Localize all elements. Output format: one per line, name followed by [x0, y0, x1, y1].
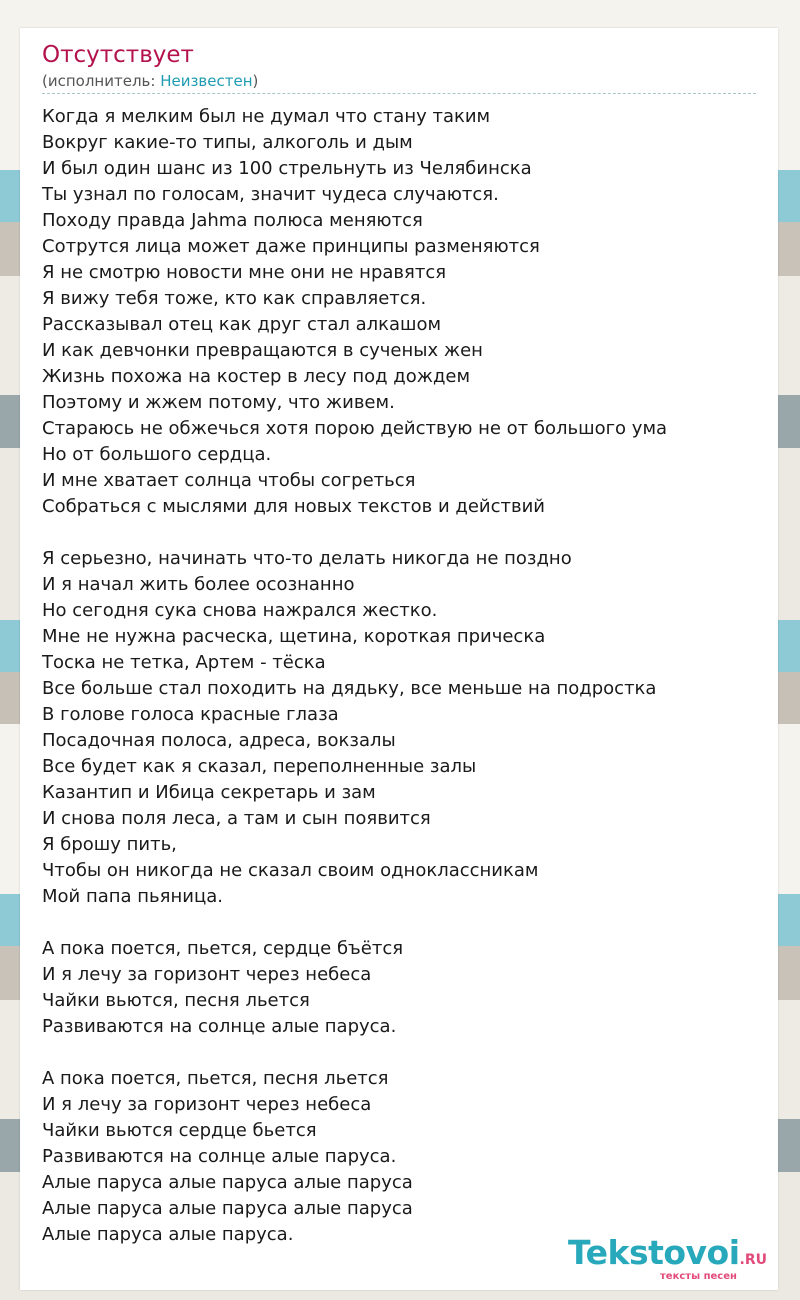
site-logo[interactable]	[568, 1233, 778, 1283]
lyric-line: И мне хватает солнца чтобы согреться	[42, 470, 416, 491]
lyric-line: Жизнь похожа на костер в лесу под дождем	[42, 366, 471, 387]
stanza-gap	[42, 520, 762, 546]
lyric-line: Все будет как я сказал, переполненные залы	[42, 756, 477, 777]
artist-link[interactable]: Неизвестен	[160, 72, 253, 90]
lyric-line: И я начал жить более осознанно	[42, 574, 355, 595]
lyric-line: А пока поется, пьется, песня льется	[42, 1068, 389, 1089]
lyric-line: Тоска не тетка, Артем - тёска	[42, 652, 326, 673]
lyric-line: Я брошу пить,	[42, 834, 177, 855]
logo-name: Tekstovoi	[568, 1233, 740, 1272]
lyric-line: Все больше стал походить на дядьку, все меньше на подростка	[42, 678, 657, 699]
lyric-line: Ты узнал по голосам, значит чудеса случаются.	[42, 184, 499, 205]
lyric-line: Походу правда Jahma полюса меняются	[42, 210, 423, 231]
stanza-gap	[42, 1040, 762, 1066]
lyric-line: Алые паруса алые паруса алые паруса	[42, 1172, 413, 1193]
chorus-1	[42, 936, 762, 1040]
lyric-line: Чтобы он никогда не сказал своим одноклассникам	[42, 860, 539, 881]
artist-suffix: )	[252, 72, 259, 90]
lyric-line: И я лечу за горизонт через небеса	[42, 1094, 372, 1115]
verse-1	[42, 104, 762, 520]
lyrics-card	[20, 28, 778, 1290]
lyric-line: Я не смотрю новости мне они не нравятся	[42, 262, 447, 283]
lyric-line: А пока поется, пьется, сердце бъётся	[42, 938, 404, 959]
lyric-line: Поэтому и жжем потому, что живем.	[42, 392, 395, 413]
title-divider	[42, 93, 756, 94]
logo-tld: .RU	[739, 1252, 768, 1268]
lyric-line: Собраться с мыслями для новых текстов и действий	[42, 496, 545, 517]
stanza-gap	[42, 910, 762, 936]
verse-2	[42, 546, 762, 910]
artist-line	[42, 72, 258, 90]
lyric-line: И был один шанс из 100 стрельнуть из Челябинска	[42, 158, 532, 179]
lyric-line: Сотрутся лица может даже принципы разменяются	[42, 236, 540, 257]
lyric-line: И я лечу за горизонт через небеса	[42, 964, 372, 985]
logo-wordmark	[568, 1233, 767, 1272]
logo-tagline: тексты песен	[660, 1271, 737, 1282]
lyric-line: Стараюсь не обжечься хотя порою действую не от большого ума	[42, 418, 668, 439]
lyric-line: Я серьезно, начинать что-то делать никогда не поздно	[42, 548, 572, 569]
lyric-line: Развиваются на солнце алые паруса.	[42, 1146, 397, 1167]
lyric-line: Казантип и Ибица секретарь и зам	[42, 782, 376, 803]
lyric-line: Мне не нужна расческа, щетина, короткая прическа	[42, 626, 546, 647]
lyric-line: Вокруг какие-то типы, алкоголь и дым	[42, 132, 413, 153]
lyric-line: Но от большого сердца.	[42, 444, 272, 465]
lyric-line: Когда я мелким был не думал что стану таким	[42, 106, 491, 127]
lyric-line: И как девчонки превращаются в сученых жен	[42, 340, 483, 361]
lyric-line: Алые паруса алые паруса.	[42, 1224, 294, 1245]
lyric-line: Алые паруса алые паруса алые паруса	[42, 1198, 413, 1219]
lyric-line: Чайки вьются, песня льется	[42, 990, 310, 1011]
lyric-line: В голове голоса красные глаза	[42, 704, 339, 725]
lyric-line: Рассказывал отец как друг стал алкашом	[42, 314, 442, 335]
chorus-2	[42, 1066, 762, 1248]
lyric-line: И снова поля леса, а там и сын появится	[42, 808, 431, 829]
lyric-line: Развиваются на солнце алые паруса.	[42, 1016, 397, 1037]
song-title: Отсутствует	[42, 42, 194, 68]
lyric-line: Но сегодня сука снова нажрался жестко.	[42, 600, 438, 621]
lyric-line: Я вижу тебя тоже, кто как справляется.	[42, 288, 427, 309]
lyric-line: Чайки вьются сердце бьется	[42, 1120, 317, 1141]
lyrics-text	[42, 104, 762, 1248]
lyric-line: Мой папа пьяница.	[42, 886, 223, 907]
artist-prefix: (исполнитель:	[42, 72, 161, 90]
lyric-line: Посадочная полоса, адреса, вокзалы	[42, 730, 396, 751]
